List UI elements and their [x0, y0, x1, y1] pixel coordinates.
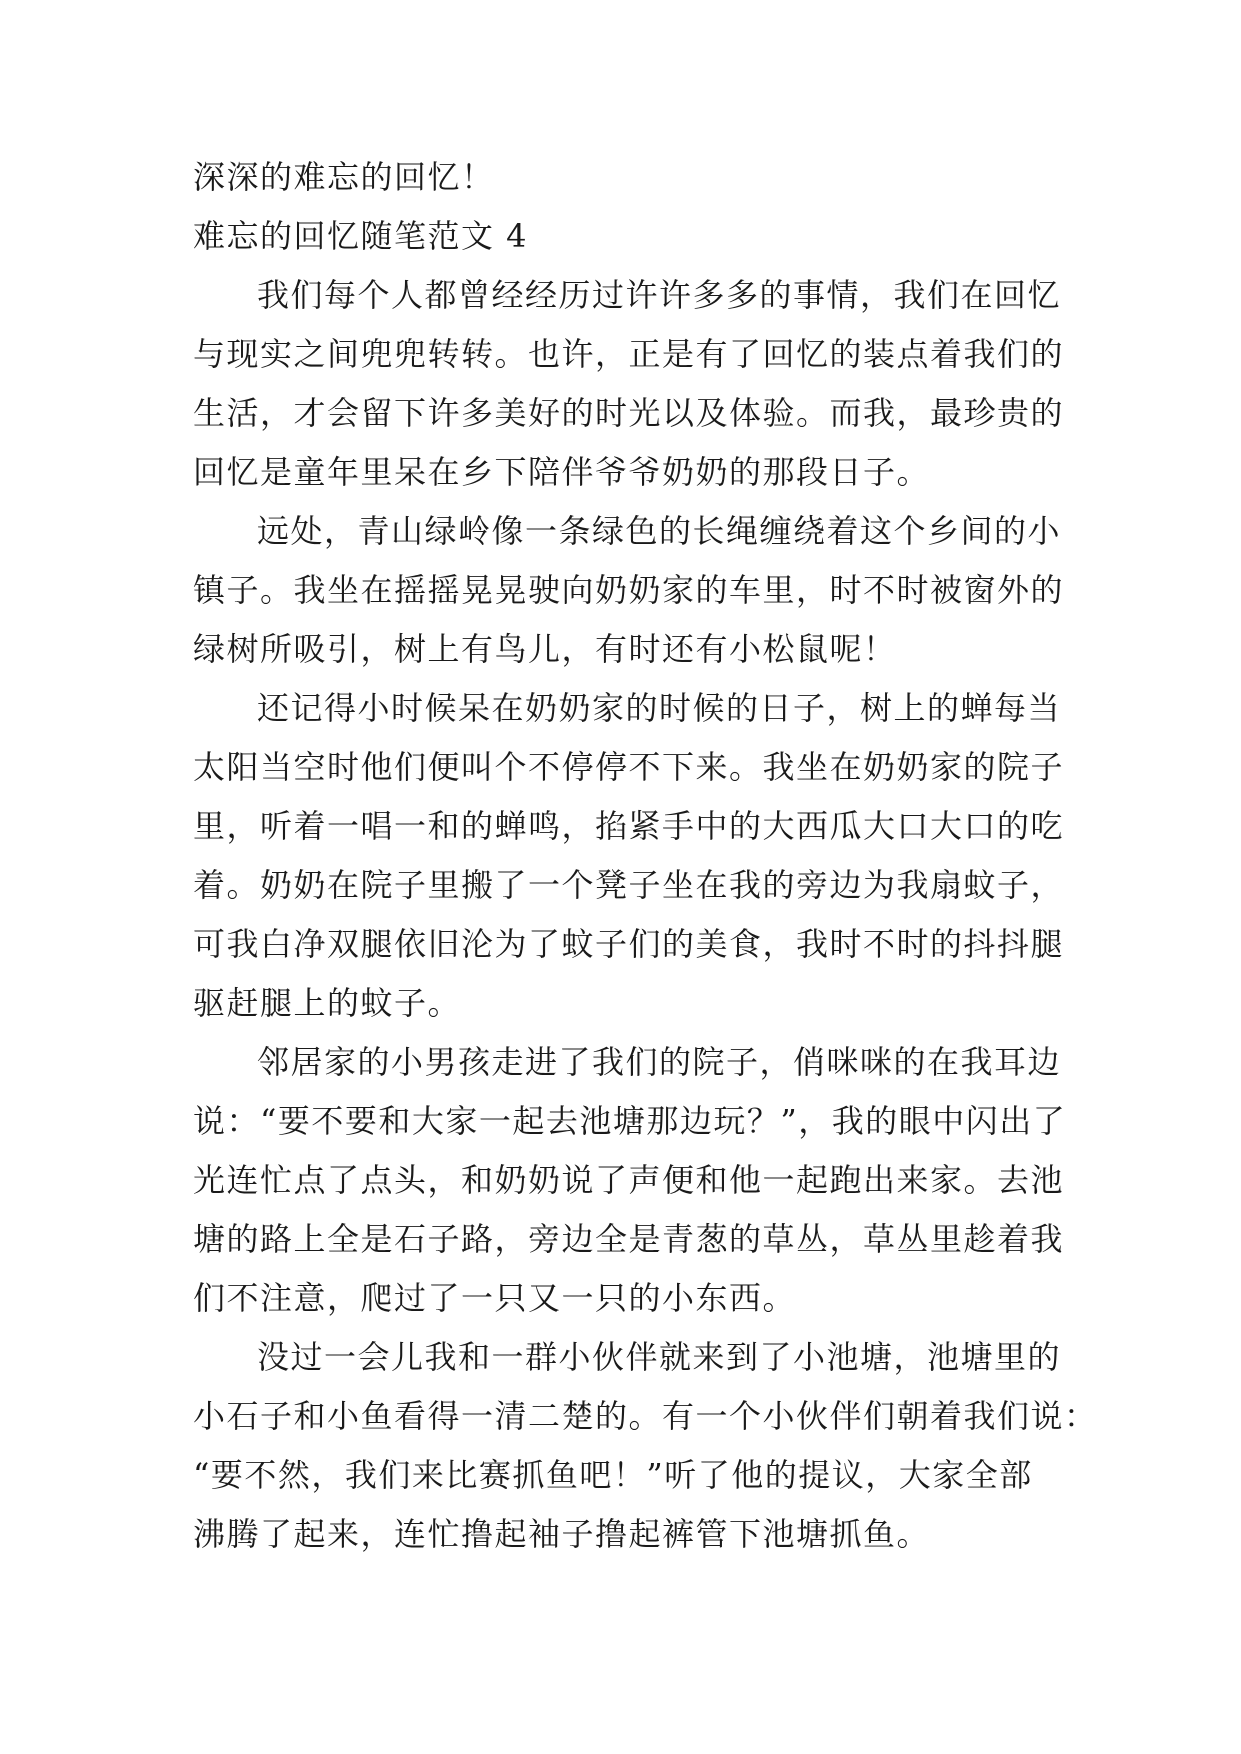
- paragraph-line: 绿树所吸引，树上有鸟儿，有时还有小松鼠呢！: [193, 630, 897, 668]
- paragraph-line: 沸腾了起来，连忙撸起袖子撸起裤管下池塘抓鱼。: [193, 1515, 931, 1553]
- paragraph-line: “要不然，我们来比赛抓鱼吧！”听了他的提议，大家全部: [193, 1456, 1033, 1494]
- paragraph-line: 太阳当空时他们便叫个不停停不下来。我坐在奶奶家的院子: [193, 748, 1065, 786]
- paragraph-line: 可我白净双腿依旧沦为了蚊子们的美食，我时不时的抖抖腿: [193, 925, 1065, 963]
- paragraph-line: 说：“要不要和大家一起去池塘那边玩？”，我的眼中闪出了: [193, 1102, 1067, 1140]
- paragraph-2: [193, 502, 1065, 679]
- paragraph-5: [193, 1328, 1098, 1564]
- paragraph-4: [193, 1033, 1067, 1328]
- paragraph-line: 与现实之间兜兜转转。也许，正是有了回忆的装点着我们的: [193, 335, 1065, 373]
- paragraph-1: [193, 266, 1065, 502]
- paragraph-line: 里，听着一唱一和的蝉鸣，掐紧手中的大西瓜大口大口的吃: [193, 807, 1065, 845]
- paragraph-3: [193, 679, 1065, 1033]
- paragraph-line: 驱赶腿上的蚊子。: [193, 984, 462, 1022]
- paragraph-line: 光连忙点了点头，和奶奶说了声便和他一起跑出来家。去池: [193, 1161, 1065, 1199]
- paragraph-line: 没过一会儿我和一群小伙伴就来到了小池塘，池塘里的: [257, 1338, 1062, 1376]
- paragraph-line: 邻居家的小男孩走进了我们的院子，俏咪咪的在我耳边: [257, 1043, 1062, 1081]
- paragraph-line: 回忆是童年里呆在乡下陪伴爷爷奶奶的那段日子。: [193, 453, 931, 491]
- paragraph-line: 还记得小时候呆在奶奶家的时候的日子，树上的蝉每当: [257, 689, 1062, 727]
- paragraph-line: 着。奶奶在院子里搬了一个凳子坐在我的旁边为我扇蚊子，: [193, 866, 1065, 904]
- paragraph-line: 们不注意，爬过了一只又一只的小东西。: [193, 1279, 797, 1317]
- section-title: 难忘的回忆随笔范文 4: [193, 217, 529, 255]
- document-page: [193, 148, 1098, 1564]
- paragraph-line: 我们每个人都曾经经历过许许多多的事情，我们在回忆: [257, 276, 1062, 314]
- paragraph-line: 镇子。我坐在摇摇晃晃驶向奶奶家的车里，时不时被窗外的: [193, 571, 1065, 609]
- paragraph-line: 塘的路上全是石子路，旁边全是青葱的草丛，草丛里趁着我: [193, 1220, 1065, 1258]
- paragraph-line: 远处，青山绿岭像一条绿色的长绳缠绕着这个乡间的小: [257, 512, 1062, 550]
- closing-line: 深深的难忘的回忆！: [193, 158, 495, 196]
- paragraph-line: 生活，才会留下许多美好的时光以及体验。而我，最珍贵的: [193, 394, 1065, 432]
- paragraph-line: 小石子和小鱼看得一清二楚的。有一个小伙伴们朝着我们说：: [193, 1397, 1098, 1435]
